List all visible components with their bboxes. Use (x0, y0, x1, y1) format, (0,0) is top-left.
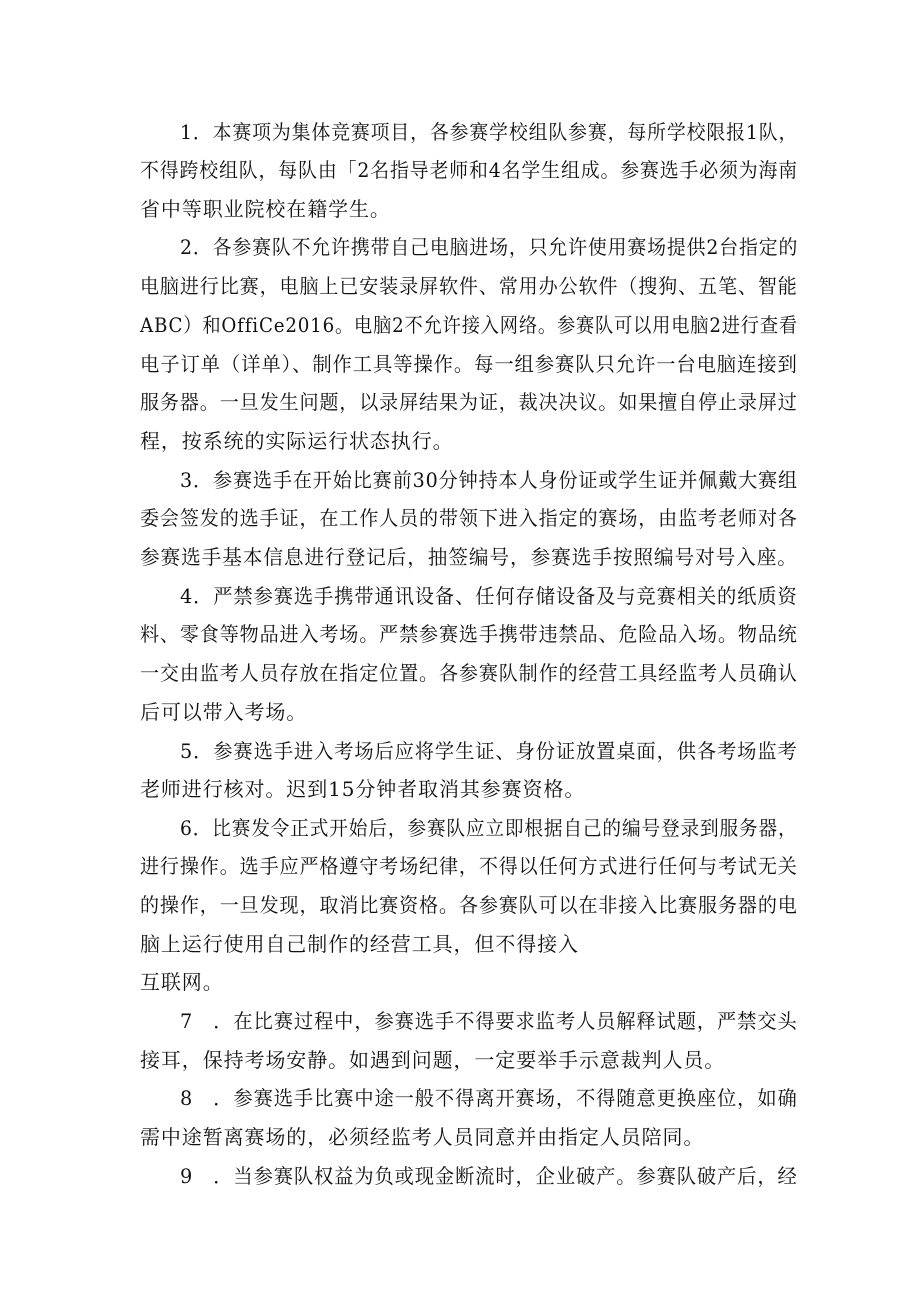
paragraph-4-line-3: 一交由监考人员存放在指定位置。各参赛队制作的经营工具经监考人员确认 (140, 661, 798, 685)
paragraph-9-line-1: 9 ．当参赛队权益为负或现金断流时，企业破产。参赛队破产后，经 (180, 1164, 798, 1188)
paragraph-5-line-2: 老师进行核对。迟到15分钟者取消其参赛资格。 (140, 777, 586, 801)
paragraph-2-line-1: 2．各参赛队不允许携带自己电脑进场，只允许使用赛场提供2台指定的 (180, 235, 799, 259)
paragraph-6-line-2: 进行操作。选手应严格遵守考场纪律，不得以任何方式进行任何与考试无关 (140, 854, 798, 878)
paragraph-6-line-1: 6．比赛发令正式开始后，参赛队应立即根据自己的编号登录到服务器， (180, 816, 798, 840)
paragraph-4-line-1: 4．严禁参赛选手携带通讯设备、任何存储设备及与竞赛相关的纸质资 (180, 584, 798, 608)
paragraph-2-line-6: 程，按系统的实际运行状态执行。 (140, 429, 454, 453)
paragraph-1-line-2: 不得跨校组队，每队由「2名指导老师和4名学生组成。参赛选手必须为海南 (140, 158, 799, 182)
paragraph-8-line-2: 需中途暂离赛场的，必须经监考人员同意并由指定人员陪同。 (140, 1125, 705, 1149)
paragraph-7-line-1: 7 ．在比赛过程中，参赛选手不得要求监考人员解释试题，严禁交头 (180, 1009, 798, 1033)
paragraph-6-line-3: 的操作，一旦发现，取消比赛资格。各参赛队可以在非接入比赛服务器的电 (140, 893, 798, 917)
paragraph-6-line-5: 互联网。 (140, 970, 224, 994)
paragraph-2-line-4: 电子订单（详单）、制作工具等操作。每一组参赛队只允许一台电脑连接到 (140, 352, 798, 376)
paragraph-5-line-1: 5．参赛选手进入考场后应将学生证、身份证放置桌面，供各考场监考 (180, 739, 798, 763)
paragraph-2-line-2: 电脑进行比赛，电脑上已安装录屏软件、常用办公软件（搜狗、五笔、智能 (140, 274, 798, 298)
paragraph-6-line-4: 脑上运行使用自己制作的经营工具，但不得接入 (140, 932, 579, 956)
paragraph-1-line-1: 1．本赛项为集体竞赛项目，各参赛学校组队参赛，每所学校限报1队， (180, 120, 799, 144)
paragraph-3-line-3: 参赛选手基本信息进行登记后，抽签编号，参赛选手按照编号对号入座。 (140, 545, 798, 569)
paragraph-8-line-1: 8 ．参赛选手比赛中途一般不得离开赛场，不得随意更换座位，如确 (180, 1086, 798, 1110)
paragraph-4-line-4: 后可以带入考场。 (140, 700, 308, 724)
paragraph-2-line-5: 服务器。一旦发生问题，以录屏结果为证，裁决决议。如果擅自停止录屏过 (140, 390, 798, 414)
paragraph-2-line-3: ABC）和OffiCe2016。电脑2不允许接入网络。参赛队可以用电脑2进行查看 (140, 313, 798, 337)
paragraph-3-line-1: 3．参赛选手在开始比赛前30分钟持本人身份证或学生证并佩戴大赛组 (180, 468, 798, 492)
paragraph-3-line-2: 委会签发的选手证，在工作人员的带领下进入指定的赛场，由监考老师对各 (140, 506, 798, 530)
paragraph-7-line-2: 接耳，保持考场安静。如遇到问题，一定要举手示意裁判人员。 (140, 1048, 726, 1072)
paragraph-4-line-2: 料、零食等物品进入考场。严禁参赛选手携带违禁品、危险品入场。物品统 (140, 622, 798, 646)
paragraph-1-line-3: 省中等职业院校在籍学生。 (140, 197, 391, 221)
